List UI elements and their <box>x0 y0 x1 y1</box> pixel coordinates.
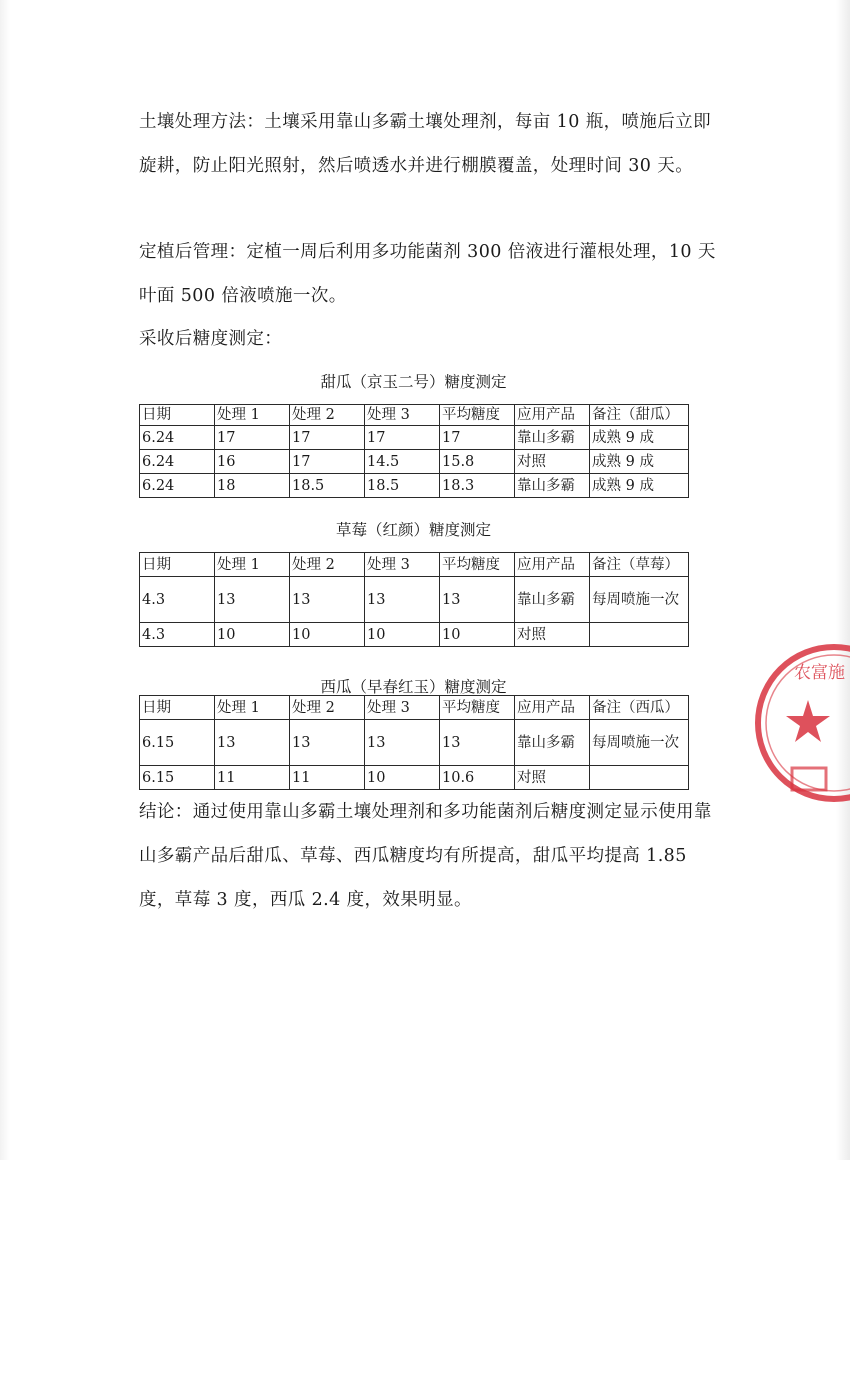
table-row <box>140 720 689 766</box>
harvest-heading: 采收后糖度测定： <box>139 329 283 349</box>
table-row <box>140 450 689 474</box>
table-cell: 14.5 <box>365 450 440 474</box>
table-header-row <box>140 696 689 720</box>
table-cell: 18 <box>215 474 290 498</box>
table-cell: 对照 <box>515 766 590 790</box>
table-cell: 4.3 <box>140 623 215 647</box>
table-header-row <box>140 553 689 577</box>
table-cell: 靠山多霸 <box>515 577 590 623</box>
table-cell: 13 <box>215 720 290 766</box>
table-cell: 13 <box>365 720 440 766</box>
table-cell: 13 <box>290 577 365 623</box>
table-cell: 10.6 <box>440 766 515 790</box>
table-header-row <box>140 405 689 426</box>
header-cell: 处理 1 <box>215 696 290 720</box>
table-cell: 靠山多霸 <box>515 720 590 766</box>
melon-table-title: 甜瓜（京玉二号）糖度测定 <box>320 373 507 391</box>
header-cell: 处理 2 <box>290 696 365 720</box>
seal-text: 农富施 <box>794 663 845 683</box>
table-cell: 成熟 9 成 <box>590 450 689 474</box>
table-cell: 17 <box>290 450 365 474</box>
header-cell: 应用产品 <box>515 696 590 720</box>
watermelon-table-title: 西瓜（早春红玉）糖度测定 <box>320 678 507 696</box>
header-cell: 备注（甜瓜） <box>590 405 689 426</box>
table-cell: 6.24 <box>140 474 215 498</box>
header-cell: 备注（草莓） <box>590 553 689 577</box>
table-cell: 成熟 9 成 <box>590 426 689 450</box>
header-cell: 处理 2 <box>290 553 365 577</box>
seal-star-icon <box>786 700 830 742</box>
header-cell: 日期 <box>140 696 215 720</box>
table-cell: 11 <box>215 766 290 790</box>
company-seal-stamp <box>752 638 850 808</box>
table-cell: 10 <box>440 623 515 647</box>
header-cell: 平均糖度 <box>440 696 515 720</box>
table-row <box>140 623 689 647</box>
table-cell: 10 <box>215 623 290 647</box>
table-cell: 13 <box>440 577 515 623</box>
header-cell: 备注（西瓜） <box>590 696 689 720</box>
table-cell: 对照 <box>515 623 590 647</box>
table-row <box>140 577 689 623</box>
header-cell: 平均糖度 <box>440 553 515 577</box>
table-cell: 10 <box>290 623 365 647</box>
table-cell: 10 <box>365 766 440 790</box>
table-cell: 对照 <box>515 450 590 474</box>
table-cell: 靠山多霸 <box>515 474 590 498</box>
table-cell: 4.3 <box>140 577 215 623</box>
table-cell <box>590 623 689 647</box>
table-cell: 18.5 <box>365 474 440 498</box>
post-planting-paragraph: 定植后管理：定植一周后利用多功能菌剂 300 倍液进行灌根处理，10 天叶面 500 倍液喷施一次。 <box>139 242 716 306</box>
table-cell: 13 <box>440 720 515 766</box>
table-cell: 18.3 <box>440 474 515 498</box>
table-cell: 靠山多霸 <box>515 426 590 450</box>
melon-sugar-table <box>139 404 689 498</box>
table-cell: 13 <box>290 720 365 766</box>
watermelon-sugar-table <box>139 695 689 790</box>
strawberry-table-title: 草莓（红颜）糖度测定 <box>335 521 491 539</box>
table-cell: 17 <box>215 426 290 450</box>
scan-edge-right <box>836 0 850 1160</box>
header-cell: 应用产品 <box>515 553 590 577</box>
table-cell: 6.15 <box>140 720 215 766</box>
table-cell: 每周喷施一次 <box>590 577 689 623</box>
table-cell: 17 <box>290 426 365 450</box>
table-cell: 成熟 9 成 <box>590 474 689 498</box>
table-cell: 10 <box>365 623 440 647</box>
table-cell: 6.24 <box>140 426 215 450</box>
conclusion-paragraph: 结论：通过使用靠山多霸土壤处理剂和多功能菌剂后糖度测定显示使用靠山多霸产品后甜瓜、草莓、西瓜糖度均有所提高，甜瓜平均提高 1.85 度，草莓 3 度，西瓜 2.4 度，效果明显。 <box>139 802 712 910</box>
table-row <box>140 426 689 450</box>
header-cell: 平均糖度 <box>440 405 515 426</box>
header-cell: 处理 2 <box>290 405 365 426</box>
table-cell: 11 <box>290 766 365 790</box>
table-cell: 16 <box>215 450 290 474</box>
table-row <box>140 766 689 790</box>
table-cell <box>590 766 689 790</box>
header-cell: 日期 <box>140 553 215 577</box>
table-cell: 每周喷施一次 <box>590 720 689 766</box>
soil-method-paragraph: 土壤处理方法：土壤采用靠山多霸土壤处理剂，每亩 10 瓶，喷施后立即旋耕，防止阳光照射，然后喷透水并进行棚膜覆盖，处理时间 30 天。 <box>139 112 711 176</box>
header-cell: 处理 3 <box>365 553 440 577</box>
scan-edge-left <box>0 0 10 1160</box>
header-cell: 处理 3 <box>365 696 440 720</box>
table-row <box>140 474 689 498</box>
table-cell: 13 <box>365 577 440 623</box>
table-cell: 15.8 <box>440 450 515 474</box>
header-cell: 日期 <box>140 405 215 426</box>
table-cell: 17 <box>440 426 515 450</box>
header-cell: 处理 3 <box>365 405 440 426</box>
header-cell: 处理 1 <box>215 405 290 426</box>
header-cell: 处理 1 <box>215 553 290 577</box>
table-cell: 17 <box>365 426 440 450</box>
table-cell: 6.24 <box>140 450 215 474</box>
table-cell: 18.5 <box>290 474 365 498</box>
header-cell: 应用产品 <box>515 405 590 426</box>
strawberry-sugar-table <box>139 552 689 647</box>
table-cell: 6.15 <box>140 766 215 790</box>
table-cell: 13 <box>215 577 290 623</box>
